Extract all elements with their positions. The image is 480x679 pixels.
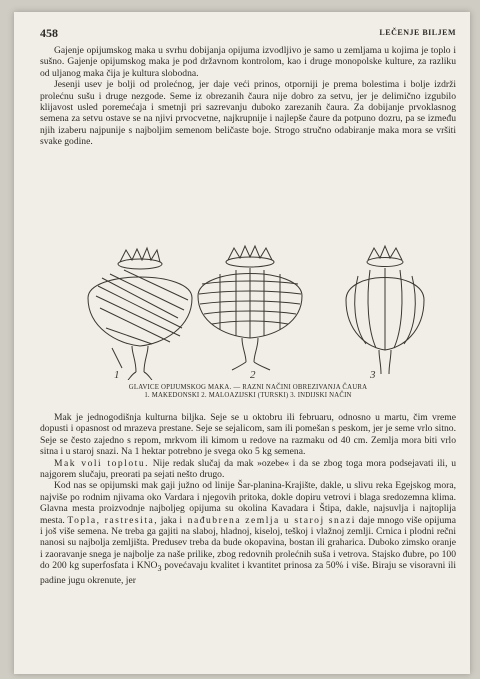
book-page bbox=[14, 12, 470, 674]
paragraph-text: jaka bbox=[158, 514, 180, 526]
paragraph-text: Nije redak slučaj da mak »ozebe« i da se zbog toga mora podsejavati ili, u najgorem slučaju, preorati pa sejati nešto drugo. bbox=[40, 457, 457, 481]
paragraph-text: daje mnogo više opijuma i još više semena. Ne treba ga gajiti na slaboj, hladnoj, kiseloj, teškoj i vlažnoj zemlji. Crnica i plodni rečni nanosi su najbolja zemljišta. Predusev treba da bude okopavina, bostan ili graharica. Duboko zimsko oranje i zaoravanje snega je najbolje za naše prilike, zbog redovnih prolećnih suša i vetrova. Stajsko đubre, po 100 do 200 kg superfosfata i KNO bbox=[40, 514, 456, 572]
poppy-capsule-3 bbox=[346, 246, 424, 374]
poppy-capsule-1 bbox=[88, 248, 192, 380]
paragraph bbox=[40, 480, 456, 586]
emphasis-spaced: Topla, rastresita, bbox=[67, 514, 159, 526]
poppy-capsule-2 bbox=[198, 246, 302, 370]
paragraph-text: povećavaju kvalitet i kvantitet prinosa za 50% i više. Biraju se visoravni ili padine jugu okrenute, jer bbox=[40, 560, 456, 586]
paragraph: Gajenje opijumskog maka u svrhu dobijanja opijuma izvodljivo je samo u zemljama u kojima je toplo i sušno. Gajenje opijumskog maka je pod državnom kontrolom, kao i druge monopolske kulture, za razliku od uljanog maka čija je kultura slobodna. bbox=[40, 45, 456, 79]
caption-line: 1. MAKEDONSKI 2. MALOAZIJSKI (TURSKI) 3. INDIJSKI NAČIN bbox=[144, 392, 352, 399]
text-block-bottom bbox=[40, 412, 456, 586]
paragraph bbox=[40, 458, 456, 481]
text-block-top bbox=[40, 45, 456, 148]
figure-label-3: 3 bbox=[370, 369, 376, 380]
page-header bbox=[40, 26, 456, 42]
figure-caption bbox=[40, 384, 456, 400]
paragraph: Jesenji usev je bolji od prolećnog, jer daje veći prinos, otporniji je prema bolestima i bolje izdrži prolećnu sušu i druge nezgode. Seme iz obrezanih čaura nije dobro za setvu, jer je delimično izgubilo klijavost usled poremećaja i smetnji pri sazrevanju duboko zarezanih čaura. Za dobijanje prvoklasnog semena za setvu ostave se na njivi prvocvetne, najkrupnije i najlepše čaure da potpuno dozru, pa se između njih izaberu najpunije s najboljim semenom beličaste boje. Strogo stručno odabiranje maka mora se vršiti svake godine. bbox=[40, 79, 456, 148]
poppy-capsules-figure bbox=[40, 240, 456, 380]
emphasis-spaced: i nađubrena zemlja u staroj snazi bbox=[179, 514, 356, 526]
figure-label-2: 2 bbox=[250, 369, 256, 380]
page-number: 458 bbox=[40, 26, 58, 40]
paragraph: Mak je jednogodišnja kulturna biljka. Seje se u oktobru ili februaru, odnosno u martu, čim vreme dopusti i opasnost od mrazeva prestane. Seje se sejalicom, sam ili pomešan s peskom, jer je seme vrlo sitno. Seje se često zajedno s repom, mrkvom ili kimom u redove na razmaku od 40 cm. Zemlja mora biti vrlo sitna i u staroj snazi. Na 1 hektar potrebno je svega oko 5 kg semena. bbox=[40, 412, 456, 458]
subscript: 3 bbox=[157, 564, 162, 574]
running-title: LEČENJE BILJEM bbox=[379, 28, 456, 37]
paragraph-text: Kod nas se opijumski mak gaji južno od linije Šar-planina-Krajište, dakle, u slivu reka Egejskog mora, najviše po rodnim njivama oko Vardara i njegovih pritoka, dokle dopiru vetrovi i blaga sredozemna klima. Glavna mesta proizvodnje najboljeg opijuma su okolina Kavadara i Štipa, dakle, najsuvlja i najtoplija mesta. bbox=[40, 480, 456, 526]
caption-line: GLAVICE OPIJUMSKOG MAKA. — RAZNI NAČINI OBREZIVANJA ČAURA bbox=[128, 384, 368, 391]
emphasis-spaced: Mak voli toplotu. bbox=[54, 457, 150, 469]
poppy-illustration bbox=[40, 240, 456, 380]
figure-label-1: 1 bbox=[114, 369, 120, 380]
